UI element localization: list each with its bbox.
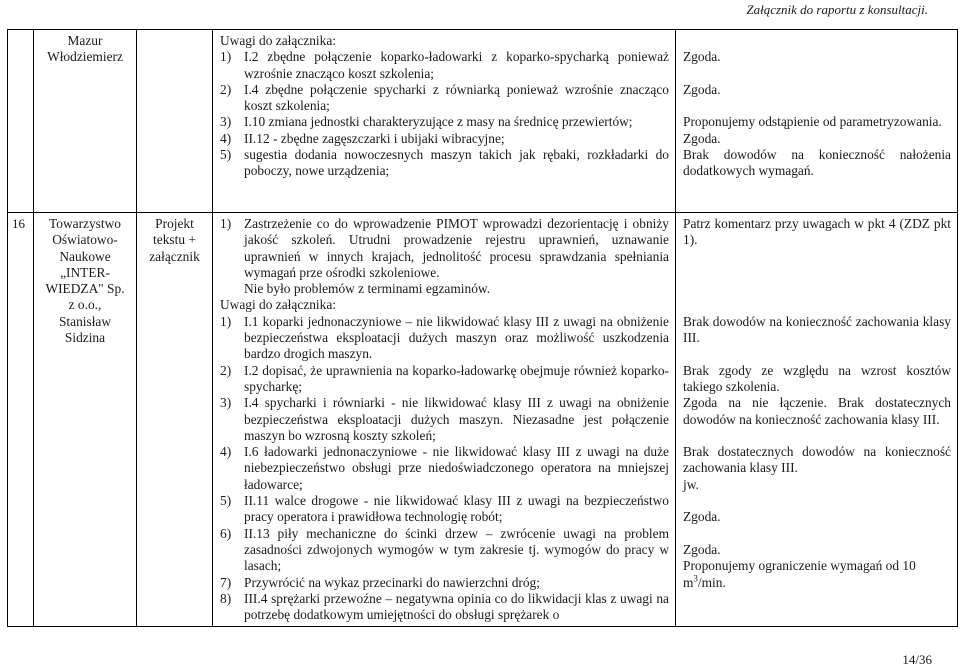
list-item: 4) I.6 ładowarki jednonaczyniowe - nie likwidować klasy III z uwagi na duże niebezpieczeństwo obsługi prze niedoświadczonego operatora na mniejszej ładowarce;: [220, 444, 669, 492]
response-text: Proponujemy odstąpienie od parametryzowania.: [683, 114, 942, 130]
author-line: „INTER-: [60, 264, 110, 280]
row-number-cell: [8, 213, 34, 627]
header-note: Załącznik do raportu z konsultacji.: [746, 2, 928, 17]
list-item: 6) II.13 piły mechaniczne do ścinki drzew – zwrócenie uwagi na problem zasadności zdwojonych wymogów w tym zakresie tj. wymogów do pracy w lasach;: [220, 525, 669, 574]
document-type-cell: [137, 213, 213, 627]
list-item: 7) Przywrócić na wykaz przecinarki do nawierzchni dróg;: [220, 574, 540, 590]
author-line: Sidzina: [64, 330, 106, 346]
response-text: Proponujemy ograniczenie wymagań od 10 $m^3/\min$.: [683, 558, 916, 590]
author-line: Oświatowo-: [52, 232, 118, 248]
response-text: jw.: [683, 476, 699, 492]
response-text: Zgoda na nie łączenie. Brak dostatecznych dowodów na konieczność zachowania klasy III.: [683, 395, 951, 427]
comments-cell: [213, 213, 676, 627]
list-item: 1) I.2 zbędne połączenie koparko-ładowarki z koparko-spycharką ponieważ wzrośnie znacząco koszt szkolenia;: [220, 49, 669, 81]
response-text: Zgoda.: [683, 130, 721, 146]
response-text: Patrz komentarz przy uwagach w pkt 4 (ZDZ pkt 1).: [683, 216, 951, 248]
author-line: Towarzystwo: [49, 216, 121, 231]
list-item: 2) I.4 zbędne połączenie spycharki z równiarką ponieważ wzrośnie znacząco koszt szkolenia;: [220, 81, 669, 114]
list-item: 3) I.10 zmiana jednostki charakteryzujące z masy na średnicę przewiertów;: [220, 114, 633, 130]
row-number-cell: [8, 30, 34, 213]
response-text: Brak dowodów na konieczność nałożenia dodatkowych wymagań.: [683, 147, 951, 179]
list-item: 8) III.4 sprężarki przewoźne – negatywna opinia co do likwidacji klas z uwagi na potrzebę dodatkowym umiejętności do obsługi sprężarek o: [220, 590, 669, 623]
comments-title: Uwagi do załącznika:: [220, 33, 336, 48]
list-item: 1) I.1 koparki jednonaczyniowe – nie likwidować klasy III z uwagi na obniżenie bezpieczeństwa eksploatacji dużych maszyn oraz możliwość uszkodzenia bardzo drogich maszyn.: [220, 313, 669, 362]
author-cell: [34, 213, 137, 627]
general-comment-extra: Nie było problemów z terminami egzaminów.: [244, 281, 491, 297]
row-number: 16: [12, 216, 25, 231]
author-line: Mazur: [67, 33, 103, 48]
document-type-line: załącznik: [149, 248, 200, 264]
response-cell: [676, 213, 958, 627]
table-row: [8, 213, 958, 627]
response-cell: [676, 30, 958, 213]
author-line: Stanisław: [58, 313, 112, 329]
document-type-line: Projekt: [155, 216, 194, 231]
author-line: z o.o.,: [68, 297, 102, 313]
table-row: [8, 30, 958, 213]
page-number: 14/36: [902, 652, 932, 667]
response-text: Zgoda.: [683, 541, 721, 557]
list-item: 3) I.4 spycharki i równiarki - nie likwidować klasy III z uwagi na obniżenie bezpieczeństwa eksploatacji dużych maszyn. Niezasadne jest połączenie maszyn bo wzrosną koszty szkoleń;: [220, 395, 669, 443]
response-text: Zgoda.: [683, 509, 721, 525]
document-type-cell: [137, 30, 213, 213]
response-text: Brak zgody ze względu na wzrost kosztów takiego szkolenia.: [683, 362, 951, 394]
response-text: Zgoda.: [683, 49, 721, 65]
response-text: Brak dowodów na konieczność zachowania klasy III.: [683, 313, 951, 346]
author-line: WIEDZA" Sp.: [45, 281, 125, 297]
list-item: 4) II.12 - zbędne zagęszczarki i ubijaki wibracyjne;: [220, 130, 505, 146]
comments-title: Uwagi do załącznika:: [220, 297, 336, 313]
response-text: Zgoda.: [683, 81, 721, 97]
comments-cell: [213, 30, 676, 213]
list-item: 5) II.11 walce drogowe - nie likwidować klasy III z uwagi na bezpieczeństwo pracy operatora i prawidłowa technologię robót;: [220, 493, 669, 525]
general-comment: 1) Zastrzeżenie co do wprowadzenie PIMOT wprowadzi dezorientację i obniży jakość szkoleń. Utrudni prowadzenie rejestru uprawnień, uznawanie uprawnień w innych krajach, jednolitość procesu sprawdzania spełniania wymagań prze ośrodki szkoleniowe.: [220, 216, 669, 280]
author-line: Włodziemierz: [47, 49, 123, 65]
consultation-table: [7, 29, 958, 627]
response-text: Brak dostatecznych dowodów na konieczność zachowania klasy III.: [683, 444, 951, 476]
author-line: Naukowe: [59, 248, 111, 264]
document-type-line: tekstu +: [153, 232, 196, 248]
list-item: 2) I.2 dopisać, że uprawnienia na koparko-ładowarkę obejmuje również koparko-spycharkę;: [220, 362, 669, 394]
list-item: 5) sugestia dodania nowoczesnych maszyn takich jak rębaki, rozkładarki do poboczy, nowe urządzenia;: [220, 147, 669, 179]
author-cell: [34, 30, 137, 213]
